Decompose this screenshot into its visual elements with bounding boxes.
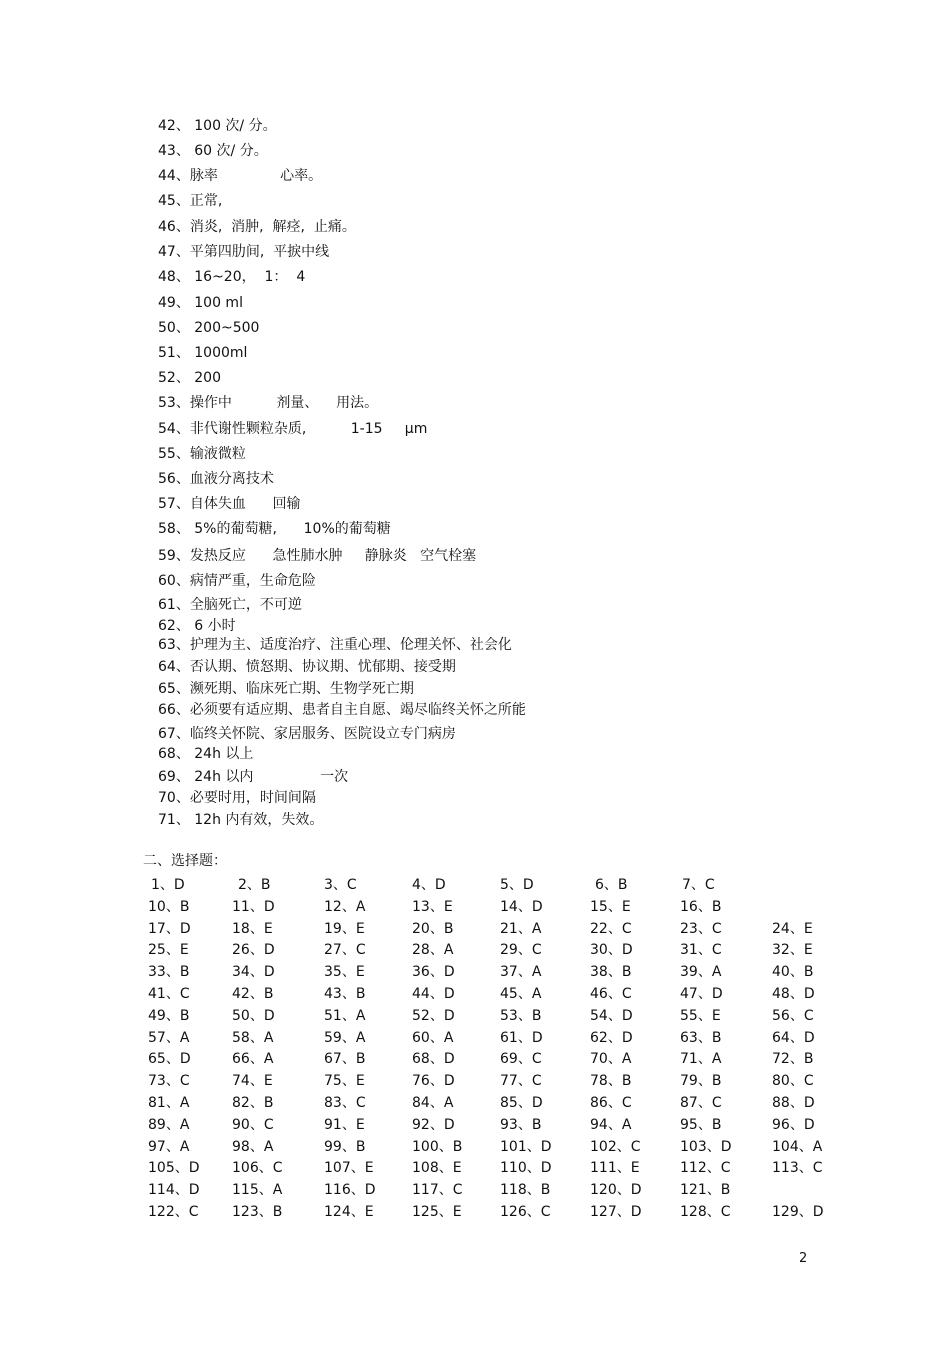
choice-answer-cell: 83、C: [324, 1095, 366, 1111]
choice-answer-cell: 104、A: [772, 1139, 823, 1155]
choice-answer-cell: 91、E: [324, 1117, 365, 1133]
choice-answer-cell: 16、B: [680, 899, 722, 915]
choice-answer-cell: 90、C: [232, 1117, 274, 1133]
choice-answer-cell: 111、E: [590, 1160, 640, 1176]
choice-answer-cell: 30、D: [590, 942, 633, 958]
choice-answer-cell: 82、B: [232, 1095, 274, 1111]
choice-answer-cell: 48、D: [772, 986, 815, 1002]
choice-answer-cell: 112、C: [680, 1160, 731, 1176]
choice-answer-cell: 106、C: [232, 1160, 283, 1176]
fill-answer-item: 46、消炎, 消肿, 解痉, 止痛。: [158, 219, 356, 235]
choice-answer-cell: 32、E: [772, 942, 813, 958]
choice-answer-cell: 122、C: [148, 1204, 199, 1220]
fill-answer-item: 53、操作中 剂量、 用法。: [158, 395, 379, 411]
choice-answer-cell: 103、D: [680, 1139, 732, 1155]
choice-answer-cell: 21、A: [500, 921, 542, 937]
choice-answer-cell: 120、D: [590, 1182, 642, 1198]
choice-answer-cell: 100、B: [412, 1139, 463, 1155]
choice-answer-cell: 44、D: [412, 986, 455, 1002]
fill-answer-item: 67、临终关怀院、家居服务、医院设立专门病房: [158, 726, 456, 742]
fill-answer-item: 70、必要时用，时间间隔: [158, 790, 316, 806]
choice-answer-cell: 6、B: [595, 877, 628, 893]
fill-answer-item: 56、血液分离技术: [158, 471, 274, 487]
choice-answer-cell: 116、D: [324, 1182, 376, 1198]
fill-answer-item: 61、全脑死亡，不可逆: [158, 597, 302, 613]
choice-answer-cell: 121、B: [680, 1182, 731, 1198]
choice-answer-cell: 110、D: [500, 1160, 552, 1176]
choice-answer-cell: 65、D: [148, 1051, 191, 1067]
choice-answer-cell: 43、B: [324, 986, 366, 1002]
choice-answer-cell: 17、D: [148, 921, 191, 937]
choice-answer-cell: 86、C: [590, 1095, 632, 1111]
fill-answer-item: 47、平第四肋间, 平捩中线: [158, 244, 330, 260]
choice-answer-cell: 76、D: [412, 1073, 455, 1089]
choice-answer-cell: 92、D: [412, 1117, 455, 1133]
choice-answer-cell: 87、C: [680, 1095, 722, 1111]
choice-answer-cell: 70、A: [590, 1051, 632, 1067]
choice-answer-cell: 11、D: [232, 899, 275, 915]
choice-answer-cell: 80、C: [772, 1073, 814, 1089]
choice-answer-cell: 31、C: [680, 942, 722, 958]
choice-answer-cell: 71、A: [680, 1051, 722, 1067]
choice-answer-cell: 12、A: [324, 899, 366, 915]
choice-answer-cell: 57、A: [148, 1030, 190, 1046]
choice-answer-cell: 27、C: [324, 942, 366, 958]
choice-answer-cell: 35、E: [324, 964, 365, 980]
choice-answer-cell: 77、C: [500, 1073, 542, 1089]
fill-answer-item: 59、发热反应 急性肺水肿 静脉炎 空气栓塞: [158, 548, 477, 564]
choice-answer-cell: 19、E: [324, 921, 365, 937]
choice-answer-cell: 4、D: [412, 877, 446, 893]
choice-answer-cell: 61、D: [500, 1030, 543, 1046]
fill-answer-item: 52、 200: [158, 370, 221, 386]
choice-answer-cell: 54、D: [590, 1008, 633, 1024]
choice-answer-cell: 98、A: [232, 1139, 274, 1155]
choice-answer-cell: 93、B: [500, 1117, 542, 1133]
choice-answer-cell: 123、B: [232, 1204, 283, 1220]
choice-answer-cell: 58、A: [232, 1030, 274, 1046]
choice-answer-cell: 78、B: [590, 1073, 632, 1089]
choice-answer-cell: 56、C: [772, 1008, 814, 1024]
choice-answer-cell: 94、A: [590, 1117, 632, 1133]
choice-answer-cell: 26、D: [232, 942, 275, 958]
fill-answer-item: 49、 100 ml: [158, 295, 243, 311]
choice-answer-cell: 20、B: [412, 921, 454, 937]
choice-answer-cell: 101、D: [500, 1139, 552, 1155]
choice-answer-cell: 3、C: [324, 877, 357, 893]
fill-answer-item: 71、 12h 内有效，失效。: [158, 812, 324, 828]
choice-answer-cell: 89、A: [148, 1117, 190, 1133]
choice-answer-cell: 75、E: [324, 1073, 365, 1089]
choice-answer-cell: 129、D: [772, 1204, 824, 1220]
choice-answer-cell: 10、B: [148, 899, 190, 915]
fill-answer-item: 63、护理为主、适度治疗、注重心理、伦理关怀、社会化: [158, 637, 512, 653]
fill-answer-item: 66、必须要有适应期、患者自主自愿、竭尽临终关怀之所能: [158, 702, 526, 718]
choice-answer-cell: 42、B: [232, 986, 274, 1002]
fill-answer-item: 65、濒死期、临床死亡期、生物学死亡期: [158, 681, 414, 697]
choice-answer-cell: 37、A: [500, 964, 542, 980]
choice-answer-cell: 53、B: [500, 1008, 542, 1024]
choice-answer-cell: 1、D: [151, 877, 185, 893]
choice-answer-cell: 117、C: [412, 1182, 463, 1198]
choice-answer-cell: 69、C: [500, 1051, 542, 1067]
choice-answer-cell: 25、E: [148, 942, 189, 958]
choice-answer-cell: 81、A: [148, 1095, 190, 1111]
choice-answer-cell: 23、C: [680, 921, 722, 937]
choice-answer-cell: 60、A: [412, 1030, 454, 1046]
fill-answer-item: 57、自体失血 回输: [158, 496, 301, 512]
choice-section-title: 二、选择题：: [143, 853, 227, 869]
fill-answer-item: 69、 24h 以内 一次: [158, 769, 349, 785]
choice-answer-cell: 126、C: [500, 1204, 551, 1220]
page-number: 2: [799, 1251, 808, 1266]
fill-answer-item: 54、非代谢性颗粒杂质, 1-15 μm: [158, 421, 428, 437]
choice-answer-cell: 67、B: [324, 1051, 366, 1067]
choice-answer-cell: 118、B: [500, 1182, 551, 1198]
choice-answer-cell: 15、E: [590, 899, 631, 915]
choice-answer-cell: 113、C: [772, 1160, 823, 1176]
choice-answer-cell: 68、D: [412, 1051, 455, 1067]
fill-answer-item: 43、 60 次/ 分。: [158, 143, 268, 159]
choice-answer-cell: 115、A: [232, 1182, 283, 1198]
choice-answer-cell: 64、D: [772, 1030, 815, 1046]
choice-answer-cell: 47、D: [680, 986, 723, 1002]
fill-answer-item: 42、 100 次/ 分。: [158, 118, 277, 134]
fill-answer-item: 51、 1000ml: [158, 345, 248, 361]
choice-answer-cell: 107、E: [324, 1160, 374, 1176]
fill-answer-item: 50、 200~500: [158, 320, 260, 336]
choice-answer-cell: 84、A: [412, 1095, 454, 1111]
choice-answer-cell: 7、C: [682, 877, 715, 893]
choice-answer-cell: 29、C: [500, 942, 542, 958]
choice-answer-cell: 59、A: [324, 1030, 366, 1046]
fill-answer-item: 45、正常,: [158, 193, 223, 209]
fill-answer-item: 60、病情严重，生命危险: [158, 573, 316, 589]
choice-answer-cell: 34、D: [232, 964, 275, 980]
fill-answer-item: 44、脉率 心率。: [158, 168, 323, 184]
choice-answer-cell: 50、D: [232, 1008, 275, 1024]
choice-answer-cell: 52、D: [412, 1008, 455, 1024]
choice-answer-cell: 24、E: [772, 921, 813, 937]
choice-answer-cell: 63、B: [680, 1030, 722, 1046]
fill-answer-item: 48、 16~20， 1： 4: [158, 269, 306, 285]
choice-answer-cell: 105、D: [148, 1160, 200, 1176]
choice-answer-cell: 79、B: [680, 1073, 722, 1089]
choice-answer-cell: 108、E: [412, 1160, 462, 1176]
choice-answer-cell: 51、A: [324, 1008, 366, 1024]
choice-answer-cell: 127、D: [590, 1204, 642, 1220]
choice-answer-cell: 62、D: [590, 1030, 633, 1046]
choice-answer-cell: 14、D: [500, 899, 543, 915]
fill-answer-item: 58、 5%的葡萄糖, 10%的葡萄糖: [158, 521, 391, 537]
choice-answer-cell: 66、A: [232, 1051, 274, 1067]
choice-answer-cell: 49、B: [148, 1008, 190, 1024]
choice-answer-cell: 33、B: [148, 964, 190, 980]
choice-answer-cell: 45、A: [500, 986, 542, 1002]
choice-answer-cell: 85、D: [500, 1095, 543, 1111]
choice-answer-cell: 125、E: [412, 1204, 462, 1220]
choice-answer-cell: 39、A: [680, 964, 722, 980]
choice-answer-cell: 128、C: [680, 1204, 731, 1220]
fill-answer-item: 62、 6 小时: [158, 618, 236, 634]
choice-answer-cell: 73、C: [148, 1073, 190, 1089]
choice-answer-cell: 74、E: [232, 1073, 273, 1089]
choice-answer-cell: 38、B: [590, 964, 632, 980]
choice-answer-cell: 2、B: [238, 877, 271, 893]
choice-answer-cell: 97、A: [148, 1139, 190, 1155]
choice-answer-cell: 13、E: [412, 899, 453, 915]
choice-answer-cell: 99、B: [324, 1139, 366, 1155]
choice-answer-cell: 88、D: [772, 1095, 815, 1111]
choice-answer-cell: 96、D: [772, 1117, 815, 1133]
fill-answer-item: 68、 24h 以上: [158, 746, 254, 762]
choice-answer-cell: 28、A: [412, 942, 454, 958]
choice-answer-cell: 41、C: [148, 986, 190, 1002]
choice-answer-cell: 114、D: [148, 1182, 200, 1198]
choice-answer-cell: 124、E: [324, 1204, 374, 1220]
choice-answer-cell: 102、C: [590, 1139, 641, 1155]
choice-answer-cell: 46、C: [590, 986, 632, 1002]
choice-answer-cell: 40、B: [772, 964, 814, 980]
choice-answer-cell: 5、D: [500, 877, 534, 893]
choice-answer-cell: 95、B: [680, 1117, 722, 1133]
fill-answer-item: 55、输液微粒: [158, 446, 246, 462]
choice-answer-cell: 36、D: [412, 964, 455, 980]
fill-answer-item: 64、否认期、愤怒期、协议期、忧郁期、接受期: [158, 659, 456, 675]
choice-answer-cell: 22、C: [590, 921, 632, 937]
choice-answer-cell: 72、B: [772, 1051, 814, 1067]
choice-answer-cell: 55、E: [680, 1008, 721, 1024]
choice-answer-cell: 18、E: [232, 921, 273, 937]
